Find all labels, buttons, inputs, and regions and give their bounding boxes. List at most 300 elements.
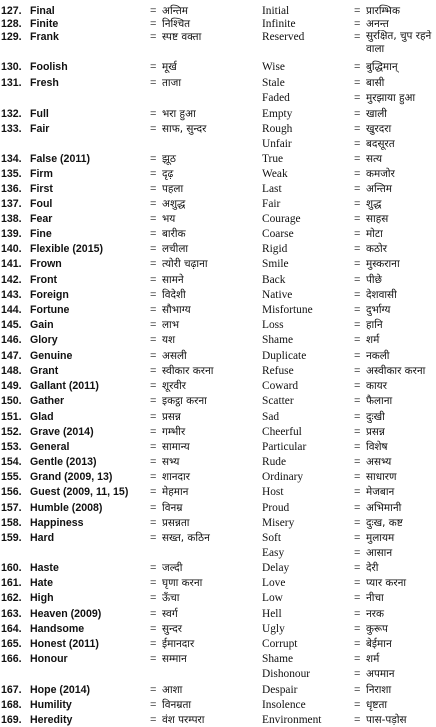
antonym-entry: [0, 546, 436, 560]
antonym-word: Particular: [262, 441, 307, 453]
entry-number: 136.: [1, 183, 22, 195]
equals-sign: =: [150, 441, 157, 453]
equals-sign: =: [150, 699, 157, 711]
entry-number: 164.: [1, 623, 22, 635]
headword: Fair: [30, 123, 50, 135]
entry-number: 148.: [1, 365, 22, 377]
antonym-word: Smile: [262, 258, 289, 270]
hindi-meaning: स्वर्ग: [162, 608, 178, 620]
equals-sign: =: [150, 213, 157, 225]
antonym-hindi-meaning: पास-पड़ोस: [366, 714, 407, 726]
equals-sign: =: [150, 592, 157, 604]
entry-number: 167.: [1, 684, 22, 696]
antonym-hindi-meaning: कठोर: [366, 243, 387, 255]
antonym-word: Corrupt: [262, 638, 298, 650]
hindi-meaning: जल्दी: [162, 562, 183, 574]
antonym-entry: [0, 349, 436, 363]
antonym-word: Coarse: [262, 228, 294, 240]
headword: Hate: [30, 577, 53, 589]
hindi-meaning: निश्चित: [162, 18, 191, 30]
antonym-entry: [0, 698, 436, 712]
antonym-entry: [0, 516, 436, 530]
entry-number: 131.: [1, 77, 22, 89]
entry-number: 138.: [1, 213, 22, 225]
equals-sign: =: [150, 532, 157, 544]
headword: Flexible (2015): [30, 243, 104, 255]
antonym-hindi-meaning: दुःखी: [366, 411, 385, 423]
antonym-entry: [0, 683, 436, 697]
hindi-meaning: भरा हुआ: [162, 108, 196, 120]
equals-sign: =: [354, 258, 361, 270]
hindi-meaning: सामान्य: [162, 441, 190, 453]
headword: Grave (2014): [30, 426, 94, 438]
equals-sign: =: [150, 243, 157, 255]
antonym-entry: [0, 379, 436, 393]
antonym-word: Easy: [262, 547, 285, 559]
antonym-hindi-meaning: मेजबान: [366, 486, 395, 498]
entry-number: 159.: [1, 532, 22, 544]
entry-number: 169.: [1, 714, 22, 726]
antonym-word: Loss: [262, 319, 284, 331]
antonym-hindi-meaning: निराशा: [366, 684, 392, 696]
hindi-meaning: झूठ: [162, 153, 176, 165]
entry-number: 146.: [1, 334, 22, 346]
hindi-meaning: स्वीकार करना: [162, 365, 214, 377]
entry-number: 139.: [1, 228, 22, 240]
headword: Fear: [30, 213, 53, 225]
equals-sign: =: [150, 395, 157, 407]
antonym-hindi-meaning: अस्वीकार करना: [366, 365, 426, 377]
equals-sign: =: [150, 77, 157, 89]
equals-sign: =: [354, 304, 361, 316]
antonym-word: Rude: [262, 456, 287, 468]
antonym-entry: [0, 501, 436, 515]
antonym-word: Ordinary: [262, 471, 304, 483]
equals-sign: =: [354, 684, 361, 696]
entry-number: 129.: [1, 31, 22, 43]
antonym-entry: [0, 576, 436, 590]
antonym-entry: [0, 212, 436, 226]
antonym-entry: [0, 425, 436, 439]
entry-number: 141.: [1, 258, 22, 270]
entry-number: 166.: [1, 653, 22, 665]
entry-number: 163.: [1, 608, 22, 620]
antonym-entry: [0, 60, 436, 74]
antonym-hindi-meaning: विशेष: [366, 441, 388, 453]
equals-sign: =: [150, 638, 157, 650]
equals-sign: =: [150, 168, 157, 180]
entry-number: 156.: [1, 486, 22, 498]
headword: Hard: [30, 532, 55, 544]
hindi-meaning: बारीक: [162, 228, 186, 240]
antonym-word: Dishonour: [262, 668, 311, 680]
antonym-entry: [0, 561, 436, 575]
hindi-meaning: सम्मान: [162, 653, 187, 665]
antonym-hindi-meaning: बासी: [366, 77, 385, 89]
antonym-hindi-meaning: साधारण: [366, 471, 397, 483]
antonym-hindi-meaning: असभ्य: [366, 456, 392, 468]
antonym-hindi-meaning: बेईमान: [366, 638, 392, 650]
headword: Humility: [30, 699, 72, 711]
equals-sign: =: [150, 123, 157, 135]
antonym-hindi-meaning: नकली: [366, 350, 390, 362]
headword: Gain: [30, 319, 54, 331]
hindi-meaning: विनम्र: [162, 502, 183, 514]
antonym-entry: [0, 318, 436, 332]
antonym-entry: [0, 531, 436, 545]
equals-sign: =: [150, 471, 157, 483]
equals-sign: =: [354, 213, 361, 225]
hindi-meaning: लाभ: [162, 319, 180, 331]
entry-number: 149.: [1, 380, 22, 392]
antonym-hindi-meaning: मुलायम: [366, 532, 395, 544]
antonym-hindi-meaning: प्रसन्न: [366, 426, 385, 438]
antonym-word: Courage: [262, 213, 301, 225]
headword: Heredity: [30, 714, 73, 726]
equals-sign: =: [354, 486, 361, 498]
headword: Grand (2009, 13): [30, 471, 113, 483]
hindi-meaning: अन्तिम: [162, 5, 188, 17]
hindi-meaning: इकट्ठा करना: [162, 395, 207, 407]
antonym-hindi-meaning: नरक: [366, 608, 384, 620]
antonym-entry: [0, 167, 436, 181]
equals-sign: =: [354, 228, 361, 240]
antonym-entry: [0, 122, 436, 136]
equals-sign: =: [150, 365, 157, 377]
antonym-hindi-meaning: हानि: [366, 319, 383, 331]
hindi-meaning: साफ, सुन्दर: [162, 123, 207, 135]
hindi-meaning: लचीला: [162, 243, 189, 255]
equals-sign: =: [354, 471, 361, 483]
equals-sign: =: [354, 638, 361, 650]
antonym-entry: [0, 257, 436, 271]
equals-sign: =: [354, 517, 361, 529]
headword: Frown: [30, 258, 62, 270]
equals-sign: =: [354, 380, 361, 392]
entry-number: 137.: [1, 198, 22, 210]
entry-number: 158.: [1, 517, 22, 529]
hindi-meaning: ऊँचा: [162, 592, 180, 604]
equals-sign: =: [150, 61, 157, 73]
equals-sign: =: [354, 168, 361, 180]
equals-sign: =: [150, 304, 157, 316]
headword: Handsome: [30, 623, 85, 635]
equals-sign: =: [354, 198, 361, 210]
equals-sign: =: [150, 289, 157, 301]
equals-sign: =: [354, 365, 361, 377]
headword: Foolish: [30, 61, 68, 73]
equals-sign: =: [150, 183, 157, 195]
equals-sign: =: [150, 456, 157, 468]
antonym-word: Misfortune: [262, 304, 313, 316]
antonym-hindi-meaning: शर्म: [366, 334, 380, 346]
equals-sign: =: [354, 92, 361, 104]
equals-sign: =: [354, 123, 361, 135]
antonym-hindi-meaning: आसान: [366, 547, 393, 559]
hindi-meaning: अशुद्ध: [162, 198, 186, 210]
equals-sign: =: [354, 243, 361, 255]
antonym-hindi-meaning: सुरक्षित, चुप रहने वाला: [366, 30, 432, 55]
antonym-word: Rough: [262, 123, 293, 135]
antonym-word: Love: [262, 577, 286, 589]
antonym-entry: [0, 288, 436, 302]
headword: False (2011): [30, 153, 91, 165]
hindi-meaning: सभ्य: [162, 456, 180, 468]
equals-sign: =: [150, 684, 157, 696]
antonym-entry: [0, 485, 436, 499]
antonym-hindi-meaning: अपमान: [366, 668, 395, 680]
equals-sign: =: [354, 18, 361, 30]
antonym-hindi-meaning: देरी: [366, 562, 379, 574]
antonym-word: Delay: [262, 562, 290, 574]
headword: Honest (2011): [30, 638, 99, 650]
entry-number: 165.: [1, 638, 22, 650]
equals-sign: =: [150, 653, 157, 665]
antonym-entry: [0, 410, 436, 424]
antonym-hindi-meaning: कुरूप: [366, 623, 388, 635]
entry-number: 161.: [1, 577, 22, 589]
entry-number: 150.: [1, 395, 22, 407]
antonym-hindi-meaning: दुःख, कष्ट: [366, 517, 403, 529]
equals-sign: =: [150, 350, 157, 362]
headword: Gather: [30, 395, 65, 407]
hindi-meaning: आशा: [162, 684, 183, 696]
antonym-word: Reserved: [262, 31, 305, 43]
equals-sign: =: [150, 153, 157, 165]
entry-number: 133.: [1, 123, 22, 135]
equals-sign: =: [150, 623, 157, 635]
entry-number: 160.: [1, 562, 22, 574]
antonym-word: Despair: [262, 684, 298, 696]
antonym-word: Wise: [262, 61, 285, 73]
antonym-hindi-meaning: मुस्कराना: [366, 258, 400, 270]
antonym-word: Refuse: [262, 365, 294, 377]
headword: Frank: [30, 31, 59, 43]
entry-number: 143.: [1, 289, 22, 301]
headword: Heaven (2009): [30, 608, 102, 620]
hindi-meaning: घृणा करना: [162, 577, 203, 589]
headword: Foreign: [30, 289, 69, 301]
antonym-hindi-meaning: खुरदरा: [366, 123, 392, 135]
antonym-hindi-meaning: शुद्ध: [366, 198, 382, 210]
entry-number: 127.: [1, 5, 22, 17]
equals-sign: =: [354, 608, 361, 620]
hindi-meaning: विदेशी: [162, 289, 186, 301]
hindi-meaning: असली: [162, 350, 187, 362]
hindi-meaning: स्पष्ट वक्ता: [162, 31, 202, 43]
antonym-word: Weak: [262, 168, 288, 180]
equals-sign: =: [150, 18, 157, 30]
hindi-meaning: वंश परम्परा: [162, 714, 205, 726]
antonym-hindi-meaning: साहस: [366, 213, 389, 225]
antonym-word: Back: [262, 274, 286, 286]
headword: Foul: [30, 198, 53, 210]
antonym-hindi-meaning: फैलाना: [366, 395, 393, 407]
equals-sign: =: [150, 31, 157, 43]
antonym-entry: [0, 197, 436, 211]
entry-number: 128.: [1, 18, 22, 30]
antonym-hindi-meaning: धृष्टता: [366, 699, 388, 711]
antonym-entry: [0, 440, 436, 454]
equals-sign: =: [150, 426, 157, 438]
entry-number: 134.: [1, 153, 22, 165]
headword: Firm: [30, 168, 53, 180]
antonym-word: Soft: [262, 532, 281, 544]
antonym-word: Scatter: [262, 395, 294, 407]
antonym-word: Host: [262, 486, 284, 498]
antonym-hindi-meaning: दुर्भाग्य: [366, 304, 391, 316]
equals-sign: =: [354, 592, 361, 604]
antonym-hindi-meaning: अन्तिम: [366, 183, 392, 195]
antonym-word: Last: [262, 183, 282, 195]
antonym-hindi-meaning: मोटा: [366, 228, 383, 240]
hindi-meaning: त्योरी चढ़ाना: [162, 258, 208, 270]
entry-number: 132.: [1, 108, 22, 120]
equals-sign: =: [354, 31, 361, 43]
antonym-hindi-meaning: शर्म: [366, 653, 380, 665]
antonym-entry: [0, 607, 436, 621]
headword: Glad: [30, 411, 54, 423]
headword: Fine: [30, 228, 52, 240]
hindi-meaning: यश: [162, 334, 176, 346]
headword: Final: [30, 5, 55, 17]
equals-sign: =: [150, 108, 157, 120]
antonym-word: Faded: [262, 92, 290, 104]
antonym-entry: [0, 394, 436, 408]
entry-number: 168.: [1, 699, 22, 711]
antonym-entry: [0, 333, 436, 347]
antonym-hindi-meaning: बदसूरत: [366, 138, 395, 150]
antonym-word: Native: [262, 289, 293, 301]
antonym-entry: [0, 17, 436, 31]
entry-number: 135.: [1, 168, 22, 180]
antonym-hindi-meaning: अभिमानी: [366, 502, 402, 514]
antonym-hindi-meaning: देशवासी: [366, 289, 397, 301]
entry-number: 145.: [1, 319, 22, 331]
equals-sign: =: [354, 319, 361, 331]
equals-sign: =: [354, 274, 361, 286]
antonym-word: Coward: [262, 380, 299, 392]
equals-sign: =: [354, 411, 361, 423]
antonym-entry: [0, 227, 436, 241]
headword: Fresh: [30, 77, 59, 89]
antonym-word: Sad: [262, 411, 280, 423]
headword: Finite: [30, 18, 59, 30]
antonym-entry: [0, 637, 436, 651]
equals-sign: =: [354, 562, 361, 574]
antonym-entry: [0, 713, 436, 727]
equals-sign: =: [354, 5, 361, 17]
entry-number: 151.: [1, 411, 22, 423]
antonym-entry: [0, 667, 436, 681]
antonym-entry: [0, 182, 436, 196]
antonym-word: Cheerful: [262, 426, 302, 438]
equals-sign: =: [354, 623, 361, 635]
antonym-word: Duplicate: [262, 350, 307, 362]
equals-sign: =: [150, 5, 157, 17]
entry-number: 157.: [1, 502, 22, 514]
antonym-entry: [0, 137, 436, 151]
equals-sign: =: [150, 577, 157, 589]
antonym-hindi-meaning: पीछे: [366, 274, 382, 286]
equals-sign: =: [150, 502, 157, 514]
headword: Front: [30, 274, 58, 286]
antonym-word: Ugly: [262, 623, 285, 635]
headword: Gentle (2013): [30, 456, 97, 468]
headword: High: [30, 592, 54, 604]
antonym-word: Insolence: [262, 699, 306, 711]
equals-sign: =: [354, 61, 361, 73]
equals-sign: =: [354, 350, 361, 362]
hindi-meaning: सामने: [162, 274, 184, 286]
equals-sign: =: [354, 289, 361, 301]
equals-sign: =: [354, 547, 361, 559]
antonym-entry: [0, 364, 436, 378]
antonym-entry: [0, 4, 436, 18]
equals-sign: =: [150, 486, 157, 498]
antonym-word: Empty: [262, 108, 293, 120]
headword: Full: [30, 108, 49, 120]
equals-sign: =: [150, 562, 157, 574]
hindi-meaning: सौभाग्य: [162, 304, 191, 316]
antonym-entry: [0, 107, 436, 121]
equals-sign: =: [354, 334, 361, 346]
equals-sign: =: [354, 699, 361, 711]
headword: Genuine: [30, 350, 73, 362]
headword: Haste: [30, 562, 59, 574]
antonym-word: Shame: [262, 334, 294, 346]
equals-sign: =: [150, 380, 157, 392]
antonym-word: Infinite: [262, 18, 296, 30]
headword: Hope (2014): [30, 684, 91, 696]
antonym-entry: [0, 76, 436, 90]
equals-sign: =: [354, 153, 361, 165]
hindi-meaning: मूर्ख: [162, 61, 177, 73]
antonym-hindi-meaning: अनन्त: [366, 18, 389, 30]
antonym-entry: [0, 622, 436, 636]
headword: Humble (2008): [30, 502, 103, 514]
equals-sign: =: [354, 714, 361, 726]
equals-sign: =: [354, 441, 361, 453]
antonym-word: Initial: [262, 5, 290, 17]
antonym-entry: [0, 242, 436, 256]
equals-sign: =: [354, 395, 361, 407]
antonym-word: Misery: [262, 517, 295, 529]
entry-number: 142.: [1, 274, 22, 286]
hindi-meaning: गम्भीर: [162, 426, 186, 438]
antonym-hindi-meaning: कायर: [366, 380, 387, 392]
antonym-word: Low: [262, 592, 283, 604]
antonym-hindi-meaning: प्यार करना: [366, 577, 407, 589]
antonym-word: Environment: [262, 714, 322, 726]
equals-sign: =: [150, 319, 157, 331]
antonym-entry: [0, 273, 436, 287]
equals-sign: =: [354, 183, 361, 195]
antonym-entry: [0, 455, 436, 469]
hindi-meaning: मेहमान: [162, 486, 189, 498]
equals-sign: =: [150, 714, 157, 726]
entry-number: 153.: [1, 441, 22, 453]
headword: Gallant (2011): [30, 380, 99, 392]
headword: Fortune: [30, 304, 70, 316]
hindi-meaning: प्रसन्नता: [162, 517, 190, 529]
entry-number: 140.: [1, 243, 22, 255]
antonym-hindi-meaning: कमजोर: [366, 168, 395, 180]
antonym-word: Proud: [262, 502, 290, 514]
equals-sign: =: [354, 426, 361, 438]
antonym-word: Stale: [262, 77, 285, 89]
equals-sign: =: [150, 198, 157, 210]
